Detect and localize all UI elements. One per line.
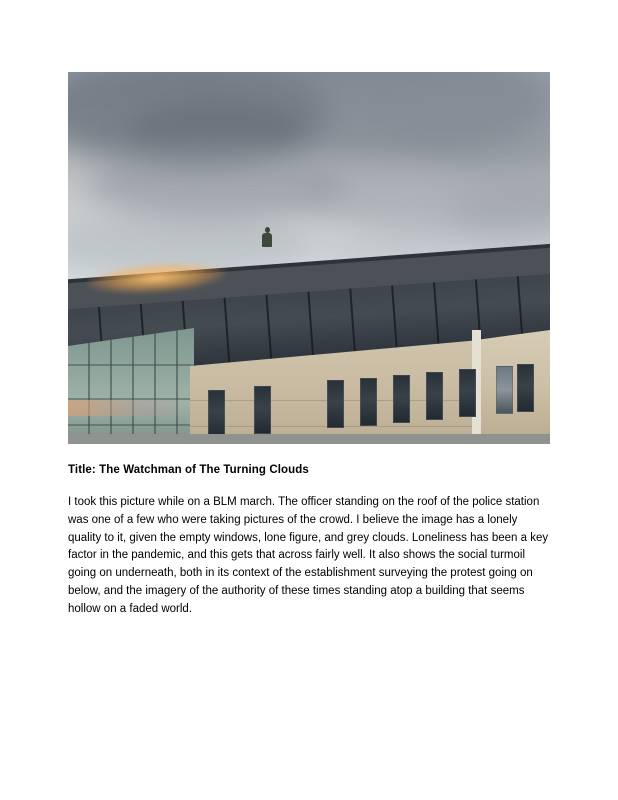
mullion [224, 298, 231, 364]
ground [68, 434, 550, 444]
window [208, 390, 225, 438]
mullion [307, 292, 314, 358]
document-content [68, 72, 550, 619]
window [517, 364, 534, 412]
transom [68, 424, 194, 426]
mullion [517, 276, 524, 342]
window [254, 386, 271, 434]
mullion [265, 295, 272, 361]
mullion [88, 328, 90, 444]
window [459, 369, 476, 417]
page-title: Title: The Watchman of The Turning Clouds [68, 464, 309, 476]
window [496, 366, 513, 414]
window [426, 372, 443, 420]
mullion [176, 328, 178, 444]
window [360, 378, 377, 426]
window [393, 375, 410, 423]
mullion [154, 328, 156, 444]
body-paragraph: I took this picture while on a BLM march. The officer standing on the roof of the police station was one of a few who were taking pictures of the crowd. I believe the image has a lonely quality to it, given the empty windows, lone figure, and grey clouds. Loneliness has been a key factor in the pandemic, and this gets that across fairly well. It also shows the social turmoil going on underneath, both in its context of the establishment surveying the protest going on below, and the imagery of the authority of these times standing atop a building that seems hollow on a faded world. [68, 496, 549, 615]
mullion [110, 328, 112, 444]
stone-facade-right [476, 330, 550, 444]
mullion [132, 328, 134, 444]
glass-reflection [68, 400, 194, 416]
photograph-scene [68, 72, 550, 444]
transom [68, 364, 194, 366]
window [327, 380, 344, 428]
mullion [433, 282, 440, 348]
photograph [68, 72, 550, 444]
glass-curtain-wall [68, 328, 194, 444]
mullion [391, 285, 398, 351]
mullion [349, 288, 356, 354]
